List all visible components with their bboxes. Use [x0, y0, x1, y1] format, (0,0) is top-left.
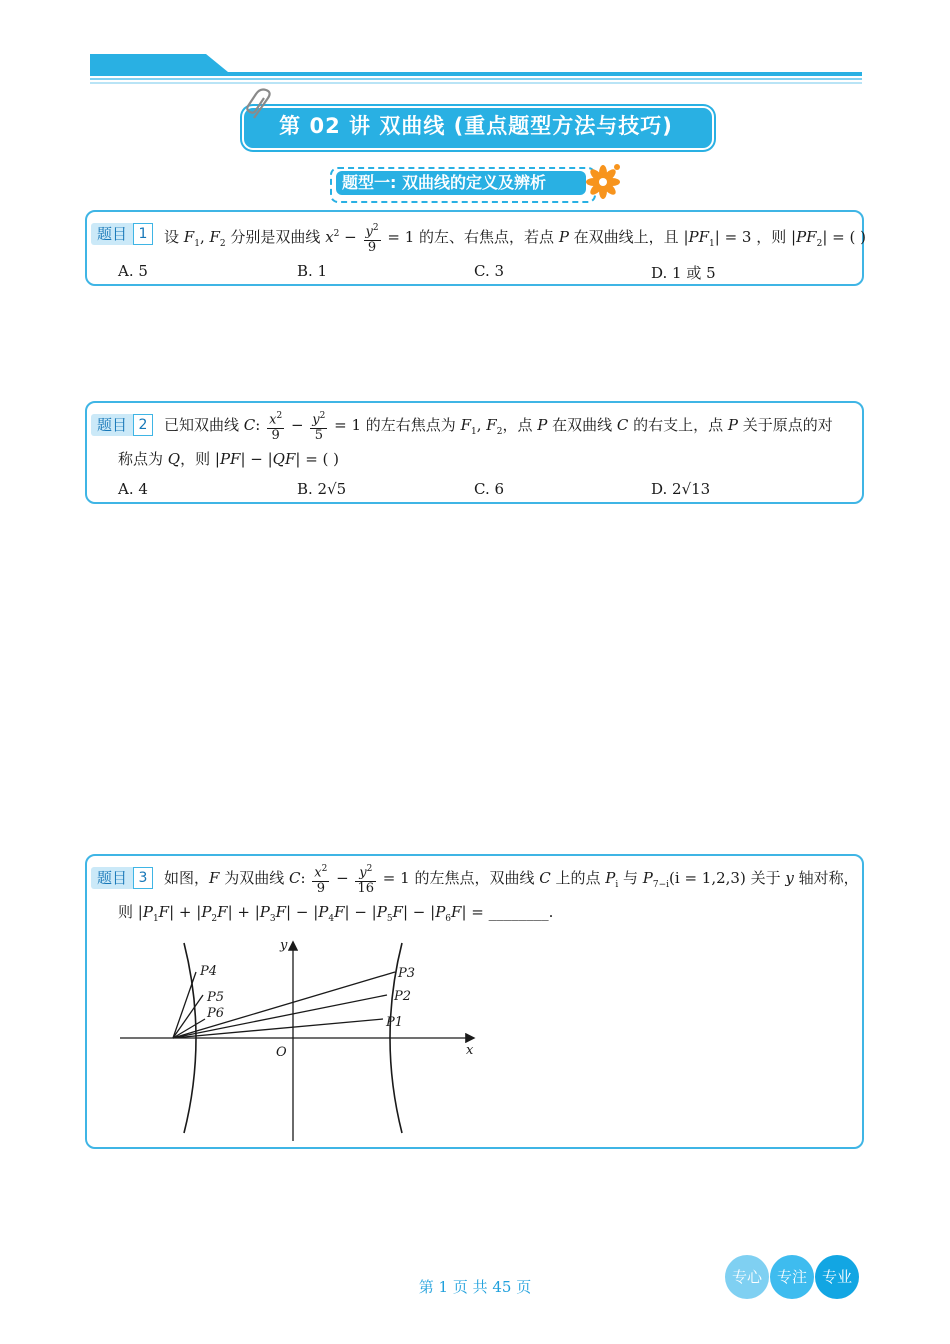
- q3-fraction-x: $\frac{x^2}{9}$: [314, 864, 328, 896]
- q2-text-g: 称点为: [118, 450, 168, 468]
- q1-text-e: ，则: [751, 228, 792, 246]
- q2-fraction-y: $\frac{y^2}{5}$: [312, 411, 326, 443]
- question-tag-label: 题目: [91, 867, 133, 889]
- y-axis-label: y: [280, 938, 288, 953]
- question-1-tag: [91, 223, 153, 245]
- question-2-tag: [91, 414, 153, 436]
- q2-text-a: 已知双曲线: [164, 416, 244, 434]
- q3-text-c: 的左焦点，双曲线: [409, 869, 540, 887]
- question-tag-label: 题目: [91, 223, 133, 245]
- q3-text-e: 与: [618, 869, 643, 887]
- page-title: 第 02 讲 双曲线 (重点题型方法与技巧): [279, 114, 673, 138]
- q3-fraction-y: $\frac{y^2}{16}$: [357, 864, 375, 896]
- question-number: 3: [133, 867, 153, 889]
- q3-text-d: 上的点: [550, 869, 606, 887]
- hyperbola-graph: [118, 933, 488, 1143]
- question-1-stem: 设 $F_1$, $F_2$ 分别是双曲线 $x^2$ − $\frac{y^2}{9}$ = 1 的左、右焦点，若点 P 在双曲线上，且 $|PF_1| = 3$ ，则 $|PF_2|$ = ( ): [164, 223, 866, 255]
- p2-label: P2: [394, 989, 412, 1004]
- q2-text-c: ，点: [502, 416, 538, 434]
- badge-concentrate: 专注: [770, 1255, 814, 1299]
- q3-answer-blank: ________.: [488, 903, 554, 921]
- q1-fraction: $\frac{y^2}{9}$: [365, 223, 379, 255]
- section-title: 题型一: 双曲线的定义及辨析: [342, 173, 546, 192]
- focal-segments: [173, 972, 395, 1038]
- q2-text-e: 的右支上，点: [628, 416, 728, 434]
- badge-professional: 专业: [815, 1255, 859, 1299]
- q2-option-c[interactable]: C. 6: [474, 480, 505, 498]
- q2-text-h: ，则: [180, 450, 215, 468]
- flower-icon: [586, 163, 622, 199]
- q2-fraction-x: $\frac{x^2}{9}$: [269, 411, 283, 443]
- q1-text-b: 分别是双曲线: [230, 228, 326, 246]
- q1-text-a: 设: [164, 228, 184, 246]
- q3-text-g: 轴对称，: [793, 869, 859, 887]
- page-number: 第 1 页 共 45 页: [418, 1278, 532, 1296]
- question-2-stem-line2: 称点为 Q，则 |PF| − |QF| = ( ): [118, 450, 340, 468]
- header-stripe: [90, 54, 862, 84]
- q3-text-f: (i = 1,2,3) 关于: [669, 869, 786, 887]
- question-3-stem-line2: 则 $|P_1F| + |P_2F| + |P_3F| - |P_4F| - |P_5F| - |P_6F|$ = ________.: [118, 903, 554, 924]
- origin-label: O: [276, 1045, 287, 1060]
- q3-text-b: 为双曲线: [219, 869, 289, 887]
- q2-option-d[interactable]: D. 2√13: [651, 480, 711, 498]
- q3-text-h: 则: [118, 903, 138, 921]
- p5-label: P5: [207, 990, 225, 1005]
- p4-label: P4: [200, 964, 218, 979]
- q1-text-d: 在双曲线上，且: [568, 228, 684, 246]
- q2-text-f: 关于原点的对: [737, 416, 833, 434]
- p6-label: P6: [207, 1006, 225, 1021]
- question-number: 2: [133, 414, 153, 436]
- q2-text-i: ( ): [317, 450, 340, 468]
- badge-focus: 专心: [725, 1255, 769, 1299]
- q1-option-c[interactable]: C. 3: [474, 262, 505, 280]
- q1-option-d[interactable]: D. 1 或 5: [651, 264, 716, 282]
- q2-option-a[interactable]: A. 4: [118, 480, 148, 498]
- paperclip-icon: [246, 88, 276, 122]
- question-3-stem-line1: 如图，F 为双曲线 C: $\frac{x^2}{9}$ − $\frac{y^2}{16}$ = 1 的左焦点，双曲线 C 上的点 $P_i$ 与 $P_{7-i}(i = 1,2,3)$ 关于 y 轴对称，: [164, 864, 859, 896]
- q2-text-d: 在双曲线: [547, 416, 617, 434]
- p3-label: P3: [398, 966, 416, 981]
- q1-text-f: ( ): [844, 228, 866, 246]
- question-number: 1: [133, 223, 153, 245]
- q1-option-b[interactable]: B. 1: [297, 262, 328, 280]
- question-tag-label: 题目: [91, 414, 133, 436]
- q1-text-c: 的左、右焦点，若点: [414, 228, 559, 246]
- question-3-tag: [91, 867, 153, 889]
- q3-text-a: 如图，: [164, 869, 210, 887]
- x-axis-label: x: [466, 1043, 474, 1058]
- q1-option-a[interactable]: A. 5: [118, 262, 148, 280]
- question-2-stem-line1: 已知双曲线 C: $\frac{x^2}{9}$ − $\frac{y^2}{5}$ = 1 的左右焦点为 $F_1$, $F_2$，点 P 在双曲线 C 的右支上，点 P 关于原点的对: [164, 411, 833, 443]
- q2-option-b[interactable]: B. 2√5: [297, 480, 347, 498]
- p1-label: P1: [386, 1015, 404, 1030]
- q2-text-b: 的左右焦点为: [361, 416, 461, 434]
